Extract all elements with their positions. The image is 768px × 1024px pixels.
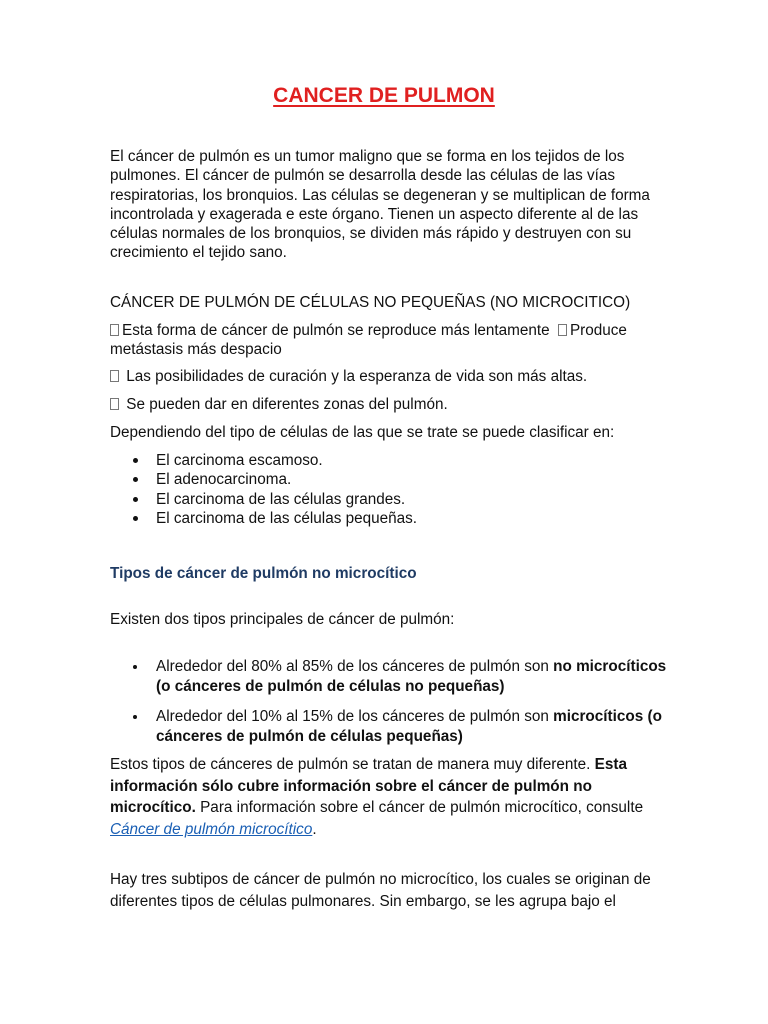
section1-line1 (110, 321, 670, 359)
section2-heading: Tipos de cáncer de pulmón no microcítico (110, 565, 417, 582)
list-item: El carcinoma escamoso. (110, 451, 417, 470)
para1-bold: Esta información sólo cubre información sobre el cáncer de pulmón no microcítico. (110, 756, 627, 816)
intro-paragraph: El cáncer de pulmón es un tumor maligno que se forma en los tejidos de los pulmones. El cáncer de pulmón se desarrolla desde las células de las vías respiratorias, los bronquios. Las células se degeneran y se multiplican de forma incontrolada y exagerada e este órgano. Tienen un aspecto diferente al de las células normales de los bronquios, se dividen más rápido y destruyen con su crecimiento el tejido sano. (110, 148, 650, 262)
list-item-bold: microcíticos (o cánceres de pulmón de células pequeñas) (156, 708, 662, 745)
para1-text-b: Para información sobre el cáncer de pulmón microcítico, consulte (195, 799, 644, 816)
section1-line1b: Produce metástasis más despacio (110, 322, 627, 358)
list-item: El adenocarcinoma. (110, 470, 417, 489)
para1-text-a: Estos tipos de cánceres de pulmón se tratan de manera muy diferente. (110, 756, 595, 773)
section1-line3-text: Se pueden dar en diferentes zonas del pulmón. (126, 396, 448, 413)
missing-glyph-icon (558, 324, 567, 336)
page-title (0, 84, 768, 108)
section2-paragraph2: Hay tres subtipos de cáncer de pulmón no microcítico, los cuales se originan de diferentes tipos de células pulmonares. Sin embargo, se les agrupa bajo el (110, 871, 651, 910)
missing-glyph-icon (110, 370, 119, 382)
types-list (110, 451, 417, 529)
section1-line1a: Esta forma de cáncer de pulmón se reproduce más lentamente (122, 322, 550, 339)
microcytic-cancer-link[interactable]: Cáncer de pulmón microcítico (110, 820, 313, 838)
page-title-text: CANCER DE PULMON (273, 84, 495, 107)
list-item: El carcinoma de las células grandes. (110, 490, 417, 509)
section1-line2-text: Las posibilidades de curación y la esperanza de vida son más altas. (126, 368, 588, 385)
section2-intro: Existen dos tipos principales de cáncer de pulmón: (110, 611, 455, 628)
list-item-text: Alrededor del 80% al 85% de los cánceres de pulmón son (156, 658, 554, 675)
classify-intro: Dependiendo del tipo de células de las que se trate se puede clasificar en: (110, 424, 615, 441)
list-item-bold: no microcíticos (o cánceres de pulmón de células no pequeñas) (156, 658, 667, 695)
section1-heading: CÁNCER DE PULMÓN DE CÉLULAS NO PEQUEÑAS (NO MICROCITICO) (110, 294, 631, 311)
list-item (110, 707, 670, 746)
list-item-text: Alrededor del 10% al 15% de los cánceres de pulmón son (156, 708, 554, 726)
section1-line2 (110, 367, 670, 386)
list-item: El carcinoma de las células pequeñas. (110, 509, 417, 528)
section2-paragraph1 (110, 754, 670, 840)
main-types-list (110, 657, 670, 746)
list-item (110, 657, 670, 696)
section1-line3 (110, 395, 670, 414)
missing-glyph-icon (110, 324, 119, 336)
para1-end: . (312, 820, 317, 838)
missing-glyph-icon (110, 398, 119, 410)
